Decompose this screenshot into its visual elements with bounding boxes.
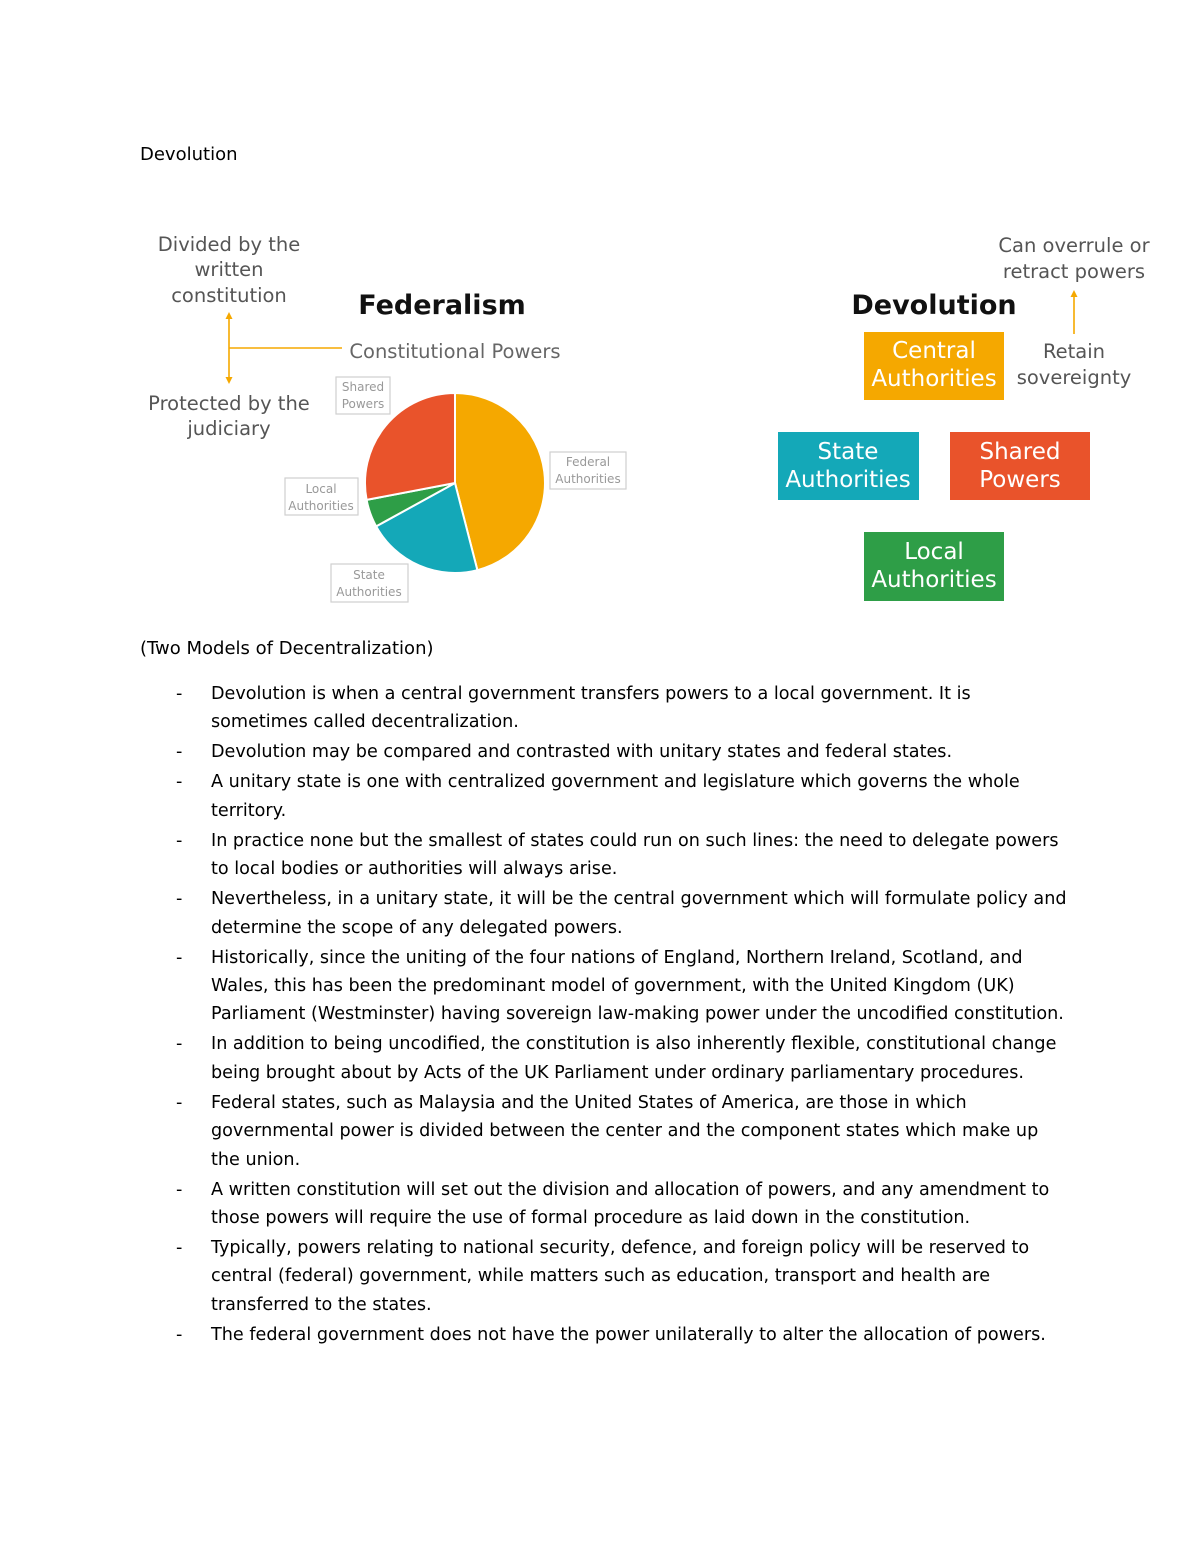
list-item — [140, 827, 1070, 884]
box-line: Powers — [979, 467, 1061, 493]
pie-label-shared — [336, 377, 390, 414]
list-item — [140, 944, 1070, 1029]
list-item — [140, 1321, 1070, 1349]
bullet-marker: - — [176, 889, 183, 910]
list-item — [140, 680, 1070, 737]
box-state-authorities — [778, 432, 919, 500]
bullet-marker: - — [176, 1324, 183, 1345]
bullet-list — [140, 680, 1070, 1351]
box-line: Authorities — [871, 567, 997, 593]
box-line: Central — [892, 338, 976, 364]
annotation-line: retract powers — [1002, 260, 1146, 283]
bullet-marker: - — [176, 1034, 183, 1055]
arrow-up-icon — [226, 312, 233, 319]
pie-label-line: Shared — [341, 380, 385, 394]
arrow-up-icon — [1071, 290, 1078, 297]
list-item — [140, 738, 1070, 766]
annotation-line: Can overrule or — [998, 234, 1150, 257]
bullet-text: Devolution is when a central government transfers powers to a local government. It is sometimes called decentralization. — [211, 684, 971, 733]
bullet-text: Historically, since the uniting of the four nations of England, Northern Ireland, Scotland, and Wales, this has been the predominant model of government, with the United Kingdom (UK) Parliament (Westminster) having sovereign law-making power under the uncodified constitution. — [211, 947, 1064, 1025]
box-line: Authorities — [871, 366, 997, 392]
bullet-text: Devolution may be compared and contrasted with unitary states and federal states. — [211, 742, 953, 763]
bullet-marker: - — [176, 947, 183, 968]
federalism-heading: Federalism — [358, 290, 526, 321]
arrow-down-icon — [226, 377, 233, 384]
list-item — [140, 885, 1070, 942]
devolution-annotation-top — [998, 234, 1150, 283]
bullet-marker: - — [176, 830, 183, 851]
list-item — [140, 1176, 1070, 1233]
list-item — [140, 1089, 1070, 1174]
federalism-subheading: Constitutional Powers — [349, 340, 561, 363]
bullet-text: In addition to being uncodified, the constitution is also inherently flexible, constitutional change being brought about by Acts of the UK Parliament under ordinary parliamentary procedures. — [211, 1034, 1057, 1083]
federalism-annotation-top — [158, 233, 300, 307]
bullet-marker: - — [176, 1179, 183, 1200]
box-central-authorities — [864, 332, 1004, 400]
pie-label-line: Powers — [341, 397, 385, 411]
devolution-heading: Devolution — [851, 290, 1017, 321]
constitutional-powers-pie — [365, 393, 545, 573]
bullet-text: A unitary state is one with centralized government and legislature which governs the whole territory. — [211, 772, 1020, 821]
annotation-line: written — [194, 258, 264, 281]
annotation-line: sovereignty — [1016, 366, 1132, 389]
list-item — [140, 768, 1070, 825]
annotation-line: constitution — [171, 284, 287, 307]
bullet-text: Nevertheless, in a unitary state, it will be the central government which will formulate policy and determine the scope of any delegated powers. — [211, 889, 1067, 938]
bullet-text: In practice none but the smallest of states could run on such lines: the need to delegate powers to local bodies or authorities will always arise. — [211, 830, 1059, 880]
box-shared-powers — [950, 432, 1090, 500]
devolution-annotation-side — [1017, 340, 1132, 389]
pie-label-line: Local — [305, 482, 337, 496]
box-line: Local — [904, 539, 964, 565]
devolution-connector — [1071, 290, 1078, 334]
bullet-marker: - — [176, 684, 183, 704]
annotation-line: Divided by the — [157, 233, 301, 256]
pie-label-line: Authorities — [336, 585, 402, 599]
pie-label-line: State — [353, 568, 385, 582]
box-line: State — [817, 439, 879, 465]
federalism-connector — [226, 312, 343, 384]
federalism-devolution-figure — [0, 210, 1200, 610]
bullet-marker: - — [176, 1238, 183, 1259]
pie-label-state — [331, 564, 408, 602]
pie-label-local — [285, 478, 358, 515]
box-local-authorities — [864, 532, 1004, 601]
bullet-text: Typically, powers relating to national security, defence, and foreign policy will be reserved to central (federal) government, while matters such as education, transport and health are transferred to the states. — [211, 1238, 1030, 1315]
bullet-marker: - — [176, 1092, 183, 1113]
box-line: Shared — [979, 439, 1061, 465]
bullet-marker: - — [176, 742, 183, 763]
pie-label-line: Authorities — [288, 499, 354, 513]
pie-label-line: Federal — [565, 455, 611, 469]
bullet-text: Federal states, such as Malaysia and the United States of America, are those in which governmental power is divided between the center and the component states which make up the union. — [211, 1092, 1039, 1170]
annotation-line: Protected by the — [148, 392, 310, 415]
pie-label-line: Authorities — [555, 472, 621, 486]
bullet-marker: - — [176, 772, 183, 793]
bullet-text: A written constitution will set out the division and allocation of powers, and any amendment to those powers will require the use of formal procedure as laid down in the constitution. — [211, 1179, 1050, 1229]
list-item — [140, 1030, 1070, 1087]
section-title: (Two Models of Decentralization) — [140, 638, 434, 659]
pie-label-federal — [550, 452, 626, 489]
document-title: Devolution — [140, 144, 238, 165]
federalism-annotation-bottom — [148, 392, 310, 440]
bullet-text: The federal government does not have the power unilaterally to alter the allocation of powers. — [211, 1324, 1046, 1345]
annotation-line: Retain — [1042, 340, 1106, 363]
box-line: Authorities — [785, 467, 911, 493]
list-item — [140, 1234, 1070, 1319]
annotation-line: judiciary — [187, 417, 271, 440]
